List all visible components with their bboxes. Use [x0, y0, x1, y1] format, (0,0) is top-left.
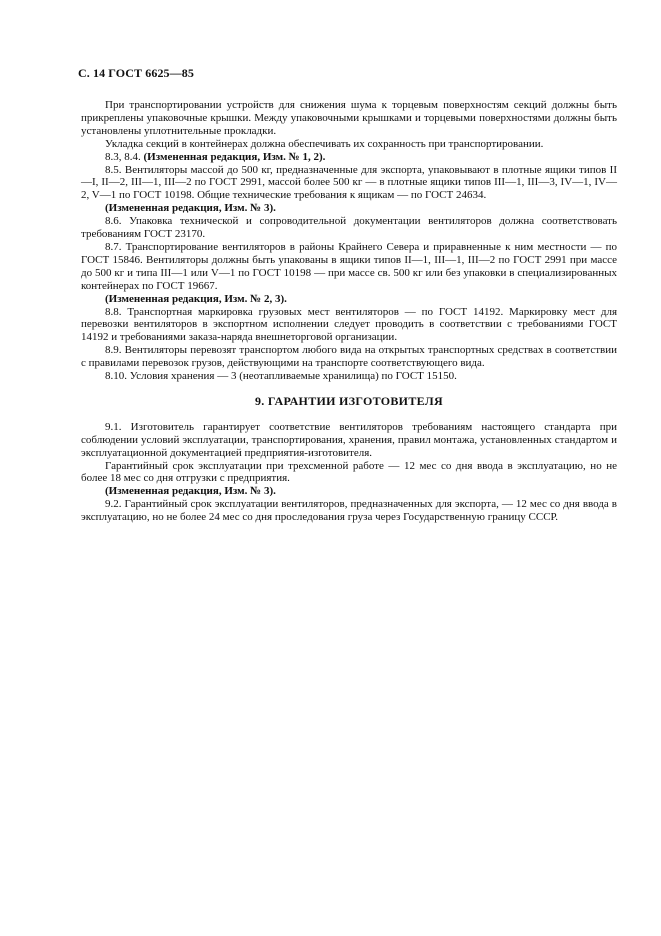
amendment-note: (Измененная редакция, Изм. № 3).	[105, 485, 276, 498]
amendment-note: (Измененная редакция, Изм. № 2, 3).	[105, 292, 287, 305]
paragraph: 9.1. Изготовитель гарантирует соответствие вентиляторов требованиям настоящего стандарта при соблюдении условий эксплуатации, транспортирования, хранения, правил монтажа, установленных стандартом и эксплуатационной документацией предприятия-изготовителя.	[81, 420, 617, 459]
paragraph: 8.5. Вентиляторы массой до 500 кг, предназначенные для экспорта, упаковывают в плотные ящики типов II—I, II—2, III—1, III—2 по ГОСТ 2991, массой более 500 кг — в плотные ящики типов III—1, III—3, IV—1, IV—2, V—1 по ГОСТ 10198. Общие технические требования к ящикам — по ГОСТ 24634.	[81, 163, 617, 202]
paragraph: 8.9. Вентиляторы перевозят транспортом любого вида на открытых транспортных средствах в соответствии с правилами перевозок грузов, действующими на транспорте соответствующего вида.	[81, 344, 617, 370]
paragraph: 8.6. Упаковка технической и сопроводительной документации вентиляторов должна соответствовать требованиям ГОСТ 23170.	[81, 215, 617, 241]
amendment-note: (Измененная редакция, Изм. № 1, 2).	[143, 150, 326, 163]
paragraph	[81, 151, 617, 164]
document-body	[81, 99, 617, 524]
paragraph: 8.8. Транспортная маркировка грузовых мест вентиляторов — по ГОСТ 14192. Маркировку мест для перевозки вентиляторов в экспортном исполнении следует проводить в соответствии с требованиями ГОСТ 14192 и требованиями заказа-наряда внешнеторговой организации.	[81, 305, 617, 344]
paragraph: 9.2. Гарантийный срок эксплуатации вентиляторов, предназначенных для экспорта, — 12 мес со дня ввода в эксплуатацию, но не более 24 мес со дня проследования груза через Государственную границу СССР.	[81, 498, 617, 524]
paragraph: При транспортировании устройств для снижения шума к торцевым поверхностям секций должны быть прикреплены упаковочные крышки. Между упаковочными крышками и торцевыми поверхностями должны быть установлены уплотнительные прокладки.	[81, 99, 617, 137]
paragraph: Гарантийный срок эксплуатации при трехсменной работе — 12 мес со дня ввода в эксплуатацию, но не более 18 мес со дня отгрузки с предприятия.	[81, 459, 617, 485]
paragraph: 8.10. Условия хранения — 3 (неотапливаемые хранилища) по ГОСТ 15150.	[105, 370, 457, 383]
page-header: С. 14 ГОСТ 6625—85	[78, 66, 194, 80]
clause-number: 8.3, 8.4.	[105, 150, 144, 163]
amendment-note: (Измененная редакция, Изм. № 3).	[105, 202, 276, 215]
section-heading: 9. ГАРАНТИИ ИЗГОТОВИТЕЛЯ	[255, 393, 443, 408]
paragraph: 8.7. Транспортирование вентиляторов в районы Крайнего Севера и приравненные к ним местности — по ГОСТ 15846. Вентиляторы должны быть упакованы в ящики типов II—1, III—1, III—2 по ГОСТ 2991 при массе до 500 кг и типа III—1 или V—1 по ГОСТ 10198 — при массе св. 500 кг или без упаковки в специализированных контейнерах по ГОСТ 19667.	[81, 240, 617, 292]
paragraph: Укладка секций в контейнерах должна обеспечивать их сохранность при транспортировании.	[105, 137, 544, 150]
